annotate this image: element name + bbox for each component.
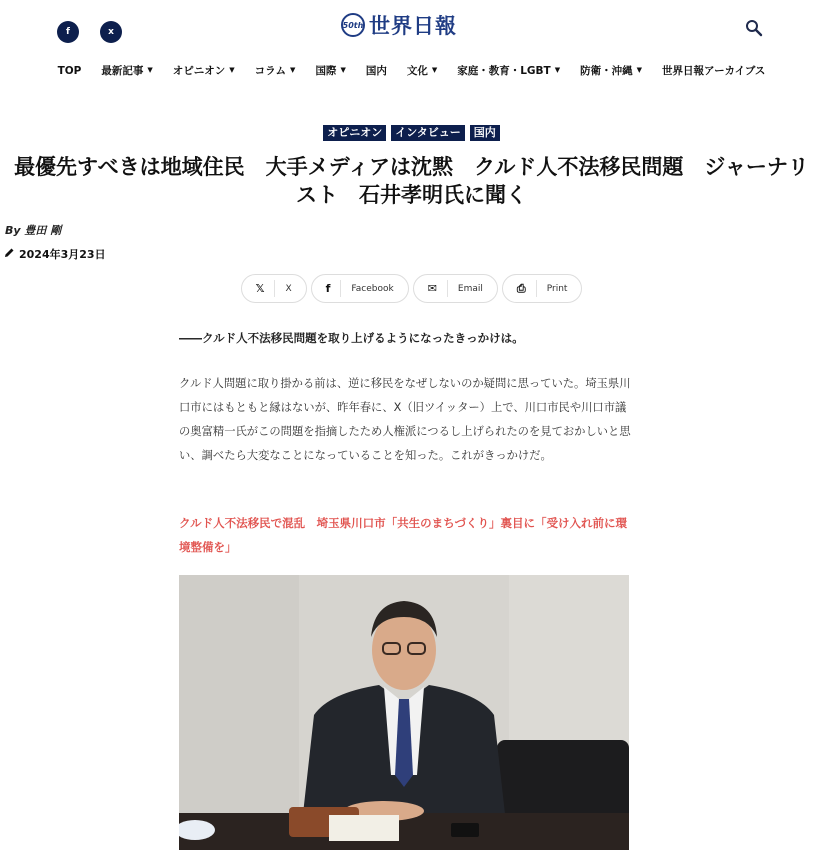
nav-item-label: オピニオン [172, 65, 226, 77]
print-icon: ⎙ [516, 281, 526, 295]
divider [274, 280, 275, 297]
nav-item[interactable] [447, 63, 570, 78]
x-icon[interactable]: x [100, 21, 122, 43]
main-nav [0, 63, 823, 78]
site-name: 世界日報 [369, 13, 457, 38]
nav-item-label: 文化 [406, 65, 428, 77]
nav-item[interactable] [397, 63, 447, 78]
nav-item-label: コラム [254, 65, 287, 77]
facebook-icon: f [325, 282, 331, 295]
share-print-button[interactable] [502, 274, 583, 303]
share-label: Email [457, 283, 483, 294]
share-email-button[interactable] [413, 274, 498, 303]
anniversary-badge: 50th [341, 13, 365, 37]
nav-item[interactable] [652, 63, 775, 78]
publish-date [4, 246, 106, 262]
byline [5, 222, 61, 238]
share-label: Print [546, 283, 568, 294]
search-icon[interactable] [744, 18, 764, 38]
byline-prefix: By [5, 224, 21, 237]
chevron-down-icon: ▼ [229, 65, 235, 74]
nav-item[interactable] [305, 63, 355, 78]
social-links [57, 21, 122, 43]
chevron-down-icon: ▼ [290, 65, 296, 74]
article-title: 最優先すべきは地域住民 大手メディアは沈黙 クルド人不法移民問題 ジャーナリスト 石井孝明氏に聞く [14, 155, 809, 207]
nav-item[interactable] [570, 63, 652, 78]
share-facebook-button[interactable] [311, 274, 409, 303]
chevron-down-icon: ▼ [636, 65, 642, 74]
nav-item[interactable] [48, 63, 92, 78]
date-text: 2024年3月23日 [19, 248, 106, 261]
site-logo[interactable] [341, 10, 457, 40]
article-photo [179, 575, 629, 850]
share-label: Facebook [351, 283, 394, 294]
email-icon: ✉ [427, 282, 437, 295]
nav-item[interactable] [163, 63, 245, 78]
nav-item-label: 世界日報アーカイブス [661, 65, 766, 77]
nav-item[interactable] [245, 63, 306, 78]
divider [447, 280, 448, 297]
share-label: X [285, 283, 292, 294]
pencil-icon [4, 247, 15, 261]
related-article-link[interactable]: クルド人不法移民で混乱 埼玉県川口市「共生のまちづくり」裏目に「受け入れ前に環境整備を」 [179, 516, 628, 554]
chevron-down-icon: ▼ [431, 65, 438, 74]
nav-item-label: 防衛・沖縄 [580, 65, 633, 77]
chevron-down-icon: ▼ [554, 65, 561, 74]
tag-interview[interactable]: インタビュー [391, 125, 465, 141]
nav-item-label: TOP [57, 64, 82, 77]
share-bar [0, 274, 823, 303]
chevron-down-icon: ▼ [147, 65, 153, 74]
nav-item-label: 国際 [315, 65, 337, 77]
facebook-icon[interactable]: f [57, 21, 79, 43]
tag-opinion[interactable]: オピニオン [323, 125, 386, 141]
nav-item[interactable] [356, 63, 397, 78]
nav-item-label: 最新記事 [101, 65, 144, 77]
tag-domestic[interactable]: 国内 [470, 125, 500, 141]
interview-question: ――クルド人不法移民問題を取り上げるようになったきっかけは。 [179, 331, 524, 345]
chevron-down-icon: ▼ [340, 65, 346, 74]
nav-item[interactable] [91, 63, 162, 78]
divider [340, 280, 341, 297]
article-paragraph: クルド人問題に取り掛かる前は、逆に移民をなぜしないのか疑問に思っていた。埼玉県川口市にはもともと縁はないが、昨年春に、X（旧ツイッター）上で、川口市民や川口市議の奥富精一氏がこの問題を指摘したため人権派につるし上げられたのを見ておかしいと思い、調べたら大変なことになっていることを知った。これがきっかけだ。 [179, 377, 631, 462]
x-icon: 𝕏 [255, 282, 265, 295]
nav-item-label: 家庭・教育・LGBT [457, 65, 551, 77]
category-tags [0, 125, 823, 141]
author-link[interactable]: 豊田 剛 [24, 224, 62, 237]
divider [536, 280, 537, 297]
nav-item-label: 国内 [365, 65, 387, 77]
share-x-button[interactable] [241, 274, 307, 303]
